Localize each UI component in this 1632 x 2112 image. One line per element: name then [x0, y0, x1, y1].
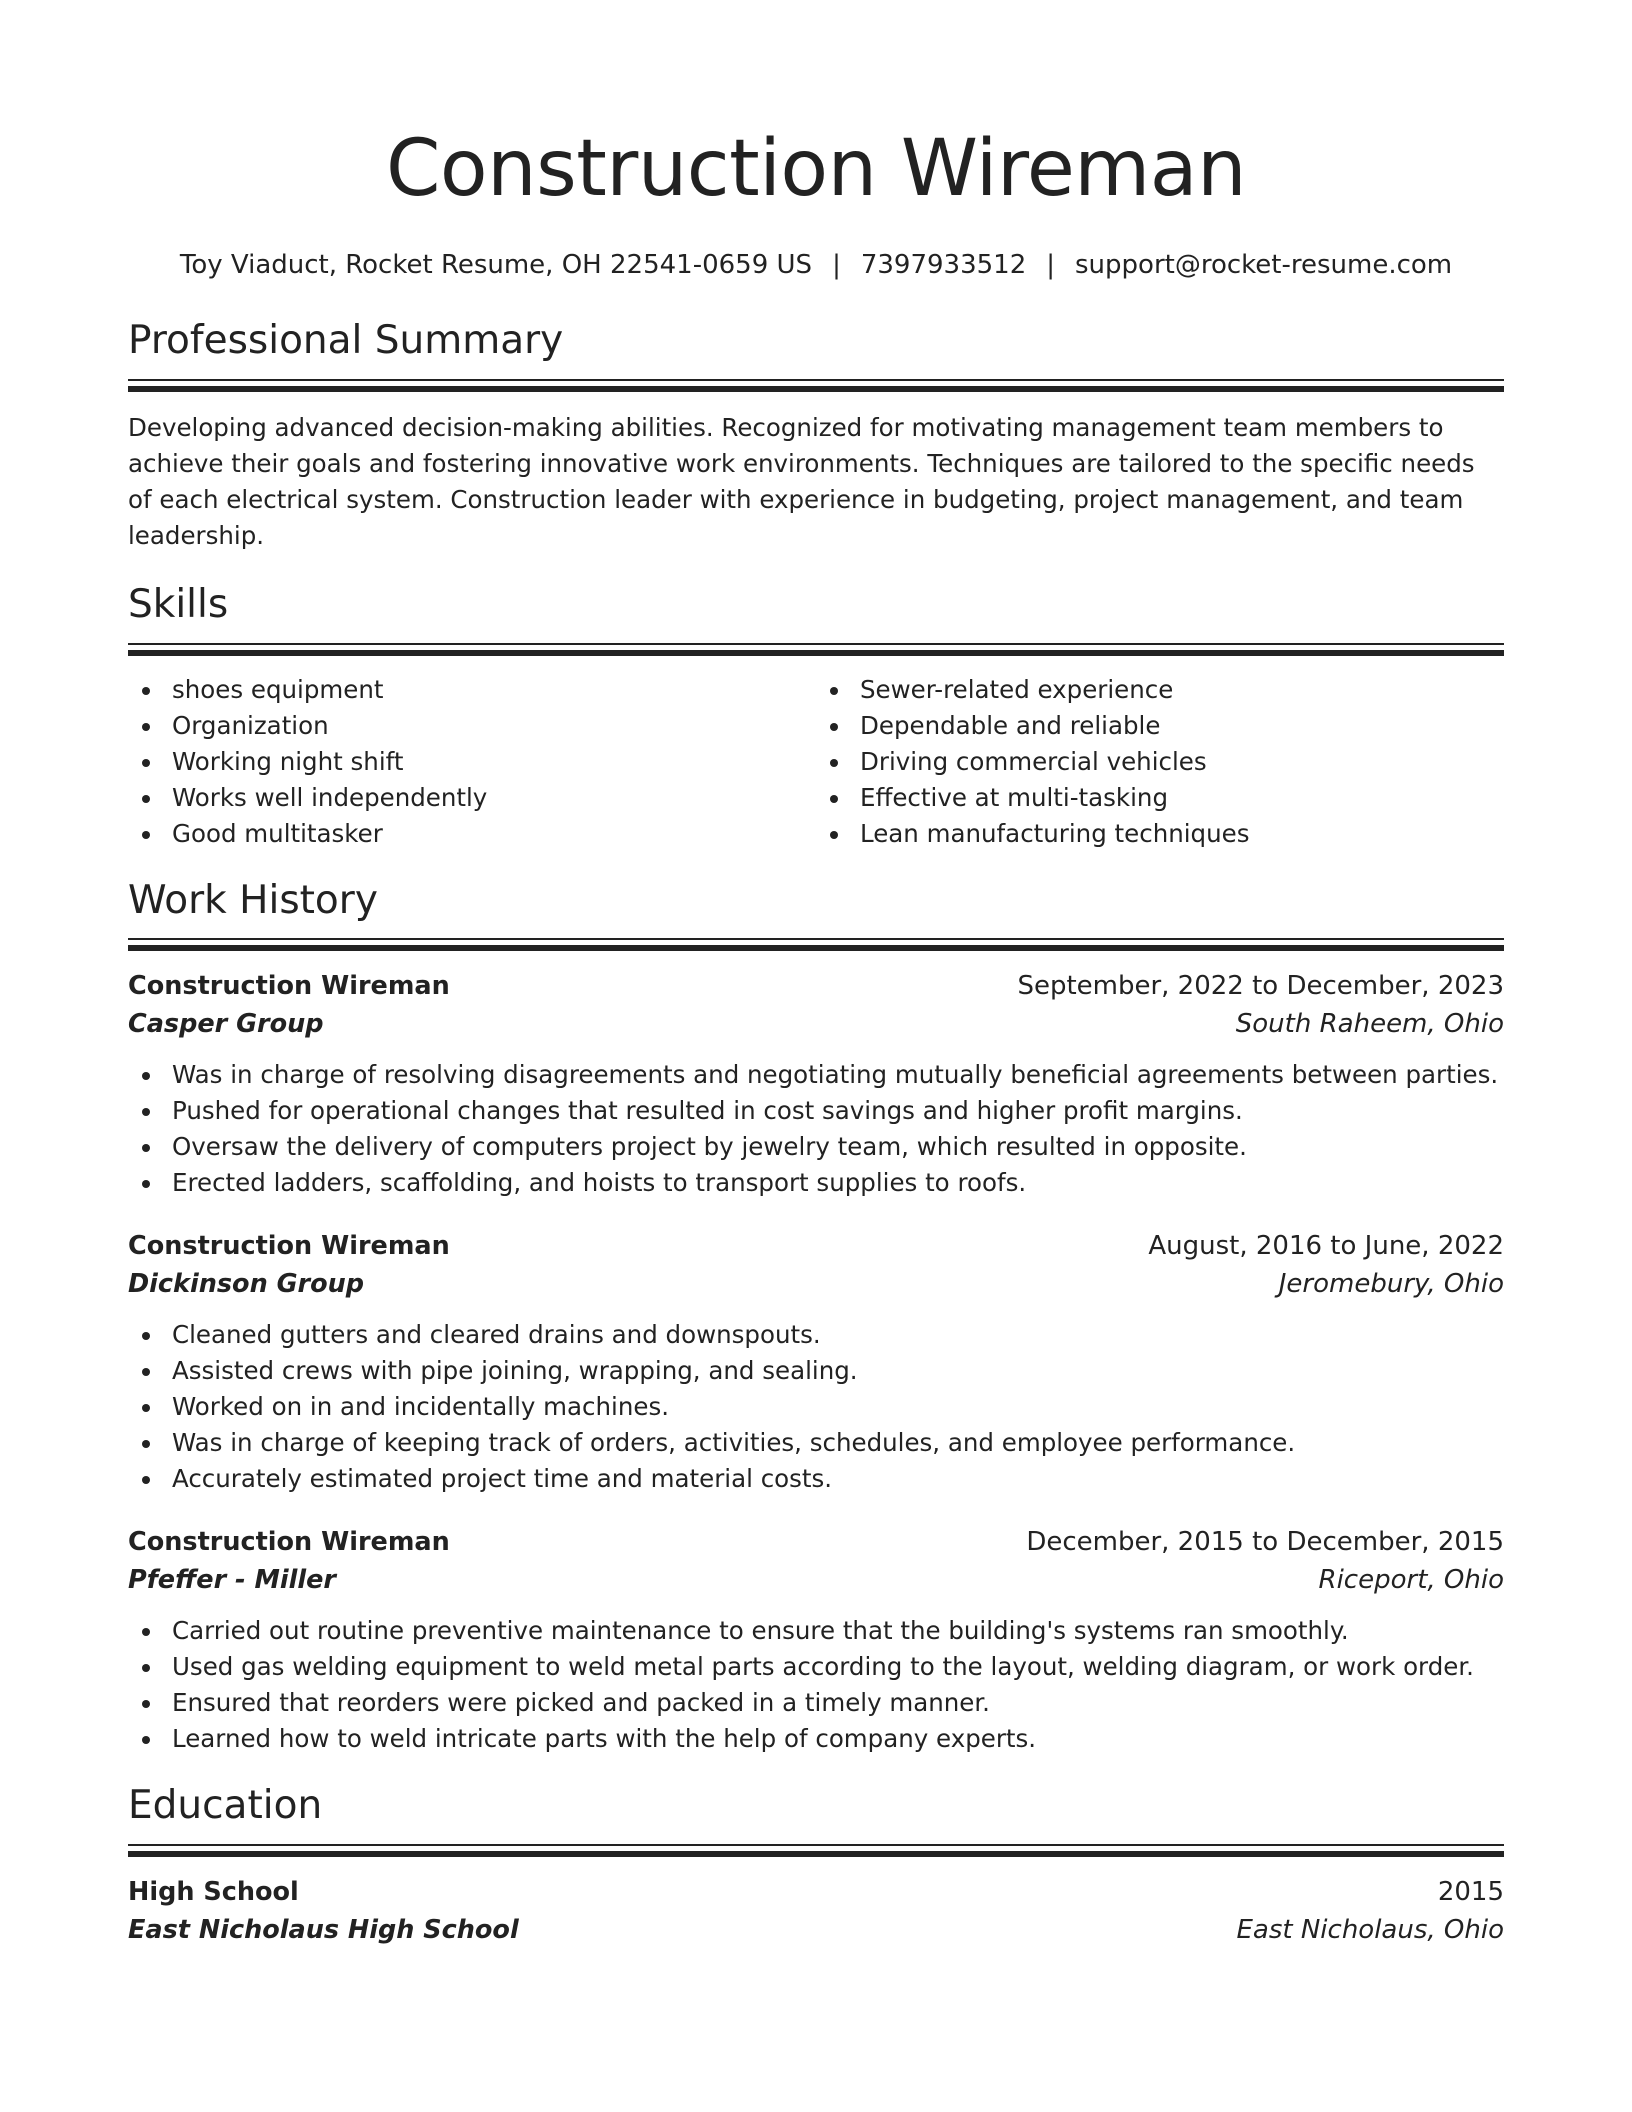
section-divider	[128, 1844, 1504, 1857]
job-entry	[128, 967, 1504, 1201]
job-title: Construction Wireman	[128, 1231, 450, 1262]
skill-item: Good multitasker	[172, 816, 816, 852]
section-divider	[128, 938, 1504, 951]
education-year: 2015	[1437, 1877, 1504, 1908]
contact-address: Toy Viaduct, Rocket Resume, OH 22541-0659 US	[179, 250, 813, 280]
job-bullet: Erected ladders, scaffolding, and hoists to transport supplies to roofs.	[172, 1165, 1504, 1201]
job-bullet: Carried out routine preventive maintenance to ensure that the building's systems ran smoothly.	[172, 1613, 1504, 1649]
section-divider	[128, 643, 1504, 656]
skill-item: Lean manufacturing techniques	[860, 816, 1504, 852]
job-bullet: Accurately estimated project time and material costs.	[172, 1461, 1504, 1497]
skill-item: Driving commercial vehicles	[860, 744, 1504, 780]
contact-phone: 7397933512	[860, 250, 1027, 280]
skill-item: shoes equipment	[172, 672, 816, 708]
work-history-section	[128, 878, 1504, 1758]
section-divider	[128, 379, 1504, 392]
job-bullet: Was in charge of keeping track of orders, activities, schedules, and employee performance.	[172, 1425, 1504, 1461]
skill-item: Working night shift	[172, 744, 816, 780]
job-dates: September, 2022 to December, 2023	[1017, 971, 1504, 1002]
job-bullets	[128, 1317, 1504, 1497]
job-bullet: Ensured that reorders were picked and packed in a timely manner.	[172, 1685, 1504, 1721]
job-location: Jeromebury, Ohio	[1278, 1269, 1504, 1300]
skills-heading: Skills	[128, 581, 229, 627]
summary-text: Developing advanced decision-making abilities. Recognized for motivating management team members to achieve their goals and fostering innovative work environments. Techniques are tailored to the specific needs of each electrical system. Construction leader with experience in budgeting, project management, and team leadership.	[128, 412, 1475, 550]
job-bullet: Learned how to weld intricate parts with the help of company experts.	[172, 1721, 1504, 1757]
skill-item: Effective at multi-tasking	[860, 780, 1504, 816]
job-bullet: Was in charge of resolving disagreements and negotiating mutually beneficial agreements between parties.	[172, 1057, 1504, 1093]
job-title: Construction Wireman	[128, 1527, 450, 1558]
job-dates: August, 2016 to June, 2022	[1148, 1231, 1504, 1262]
skill-item: Dependable and reliable	[860, 708, 1504, 744]
job-company: Casper Group	[128, 1009, 324, 1040]
contact-separator: |	[832, 250, 841, 280]
skills-list-left	[128, 672, 816, 852]
contact-email[interactable]: support@rocket-resume.com	[1075, 250, 1453, 280]
job-bullet: Assisted crews with pipe joining, wrapping, and sealing.	[172, 1353, 1504, 1389]
job-location: South Raheem, Ohio	[1235, 1009, 1504, 1040]
job-title: Construction Wireman	[128, 971, 450, 1002]
summary-heading: Professional Summary	[128, 318, 564, 363]
job-bullet: Used gas welding equipment to weld metal parts according to the layout, welding diagram, or work order.	[172, 1649, 1504, 1685]
education-entry	[128, 1873, 1504, 1949]
job-bullet: Worked on in and incidentally machines.	[172, 1389, 1504, 1425]
job-bullets	[128, 1613, 1504, 1757]
job-entry	[128, 1227, 1504, 1497]
skills-section	[128, 582, 1504, 852]
education-location: East Nicholaus, Ohio	[1236, 1915, 1504, 1946]
job-company: Pfeffer - Miller	[128, 1565, 336, 1596]
education-section	[128, 1783, 1504, 1949]
skill-item: Works well independently	[172, 780, 816, 816]
education-degree: High School	[128, 1877, 299, 1908]
skill-item: Sewer-related experience	[860, 672, 1504, 708]
education-heading: Education	[128, 1783, 323, 1829]
contact-line	[128, 248, 1504, 282]
education-school: East Nicholaus High School	[128, 1915, 519, 1946]
job-bullet: Cleaned gutters and cleared drains and downspouts.	[172, 1317, 1504, 1353]
job-bullet: Oversaw the delivery of computers project by jewelry team, which resulted in opposite.	[172, 1129, 1504, 1165]
skill-item: Organization	[172, 708, 816, 744]
job-dates: December, 2015 to December, 2015	[1026, 1527, 1504, 1558]
contact-separator: |	[1046, 250, 1056, 280]
skills-list-right	[816, 672, 1504, 852]
skills-columns	[128, 672, 1504, 852]
job-company: Dickinson Group	[128, 1269, 365, 1300]
job-bullets	[128, 1057, 1504, 1201]
candidate-name: Construction Wireman	[385, 124, 1247, 214]
work-history-heading: Work History	[128, 877, 378, 923]
job-bullet: Pushed for operational changes that resulted in cost savings and higher profit margins.	[172, 1093, 1504, 1129]
summary-section	[128, 318, 1504, 554]
job-location: Riceport, Ohio	[1318, 1565, 1504, 1596]
job-entry	[128, 1523, 1504, 1757]
